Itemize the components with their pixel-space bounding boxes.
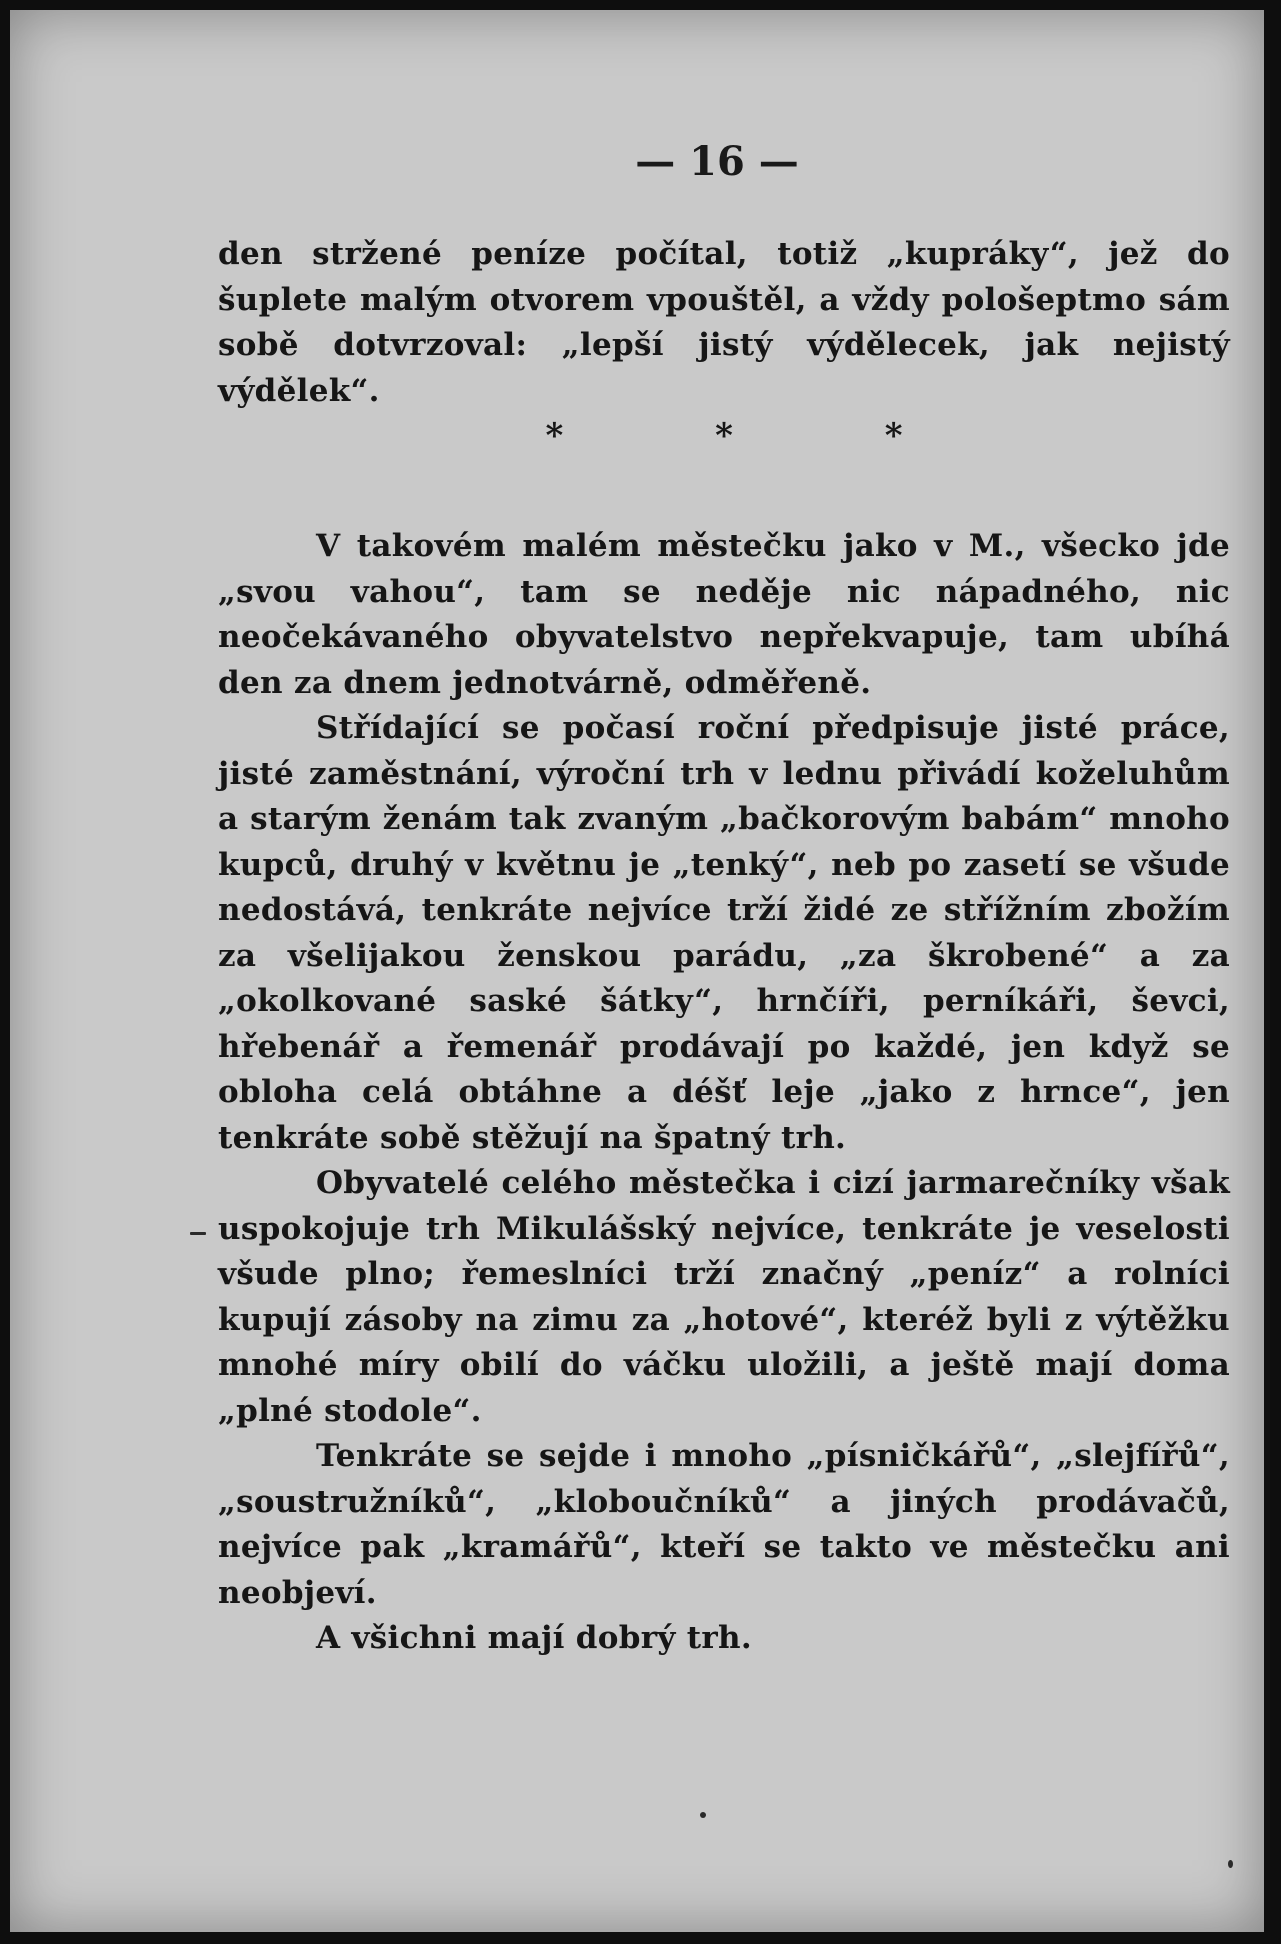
page-number: — 16 — [635,138,799,185]
paragraph-1: den stržené peníze počítal, totiž „kupráky“, jež do šuplete malým otvorem vpouštěl, a vždy pološeptmo sám sobě dotvrzoval: „lepší jistý výdělecek, jak nejistý výdělek“. [218,236,1230,409]
ink-speck [1228,1860,1233,1868]
paragraph-4: Obyvatelé celého městečka i cizí jarmarečníky však uspokojuje trh Mikulášský nejvíce, tenkráte je veselosti všude plno; řemeslníci trží značný „peníz“ a rolníci kupují zásoby na zimu za „hotové“, kteréž byli z výtěžku mnohé míry obilí do váčku uložili, a ještě mají doma „plné stodole“. [218,1165,1230,1429]
ink-speck [190,1232,206,1235]
body-text [218,232,1230,1662]
paragraph-6: A všichni mají dobrý trh. [316,1620,752,1656]
paragraph-3: Střídající se počasí roční předpisuje jisté práce, jisté zaměstnání, výroční trh v lednu přivádí koželuhům a starým ženám tak zvaným „bačkorovým babám“ mnoho kupců, druhý v květnu je „tenký“, neb po zasetí se všude nedostává, tenkráte nejvíce trží židé ze střížním zbožím za všelijakou ženskou parádu, „za škrobené“ a za „okolkované saské šátky“, hrnčíři, perníkáři, ševci, hřebenář a řemenář prodávají po každé, jen když se obloha celá obtáhne a déšť leje „jako z hrnce“, jen tenkráte sobě stěžují na špatný trh. [218,710,1230,1156]
book-page [10,10,1264,1932]
section-separator: * * * [545,416,973,456]
paragraph-5: Tenkráte se sejde i mnoho „písničkářů“, „slejfířů“, „soustružníků“, „kloboučníků“ a jiných prodávačů, nejvíce pak „kramářů“, kteří se takto ve městečku ani neobjeví. [218,1438,1230,1611]
ink-speck [700,1812,706,1818]
paragraph-2: V takovém malém městečku jako v M., všecko jde „svou vahou“, tam se neděje nic nápadného, nic neočekávaného obyvatelstvo nepřekvapuje, tam ubíhá den za dnem jednotvárně, odměřeně. [218,528,1230,701]
